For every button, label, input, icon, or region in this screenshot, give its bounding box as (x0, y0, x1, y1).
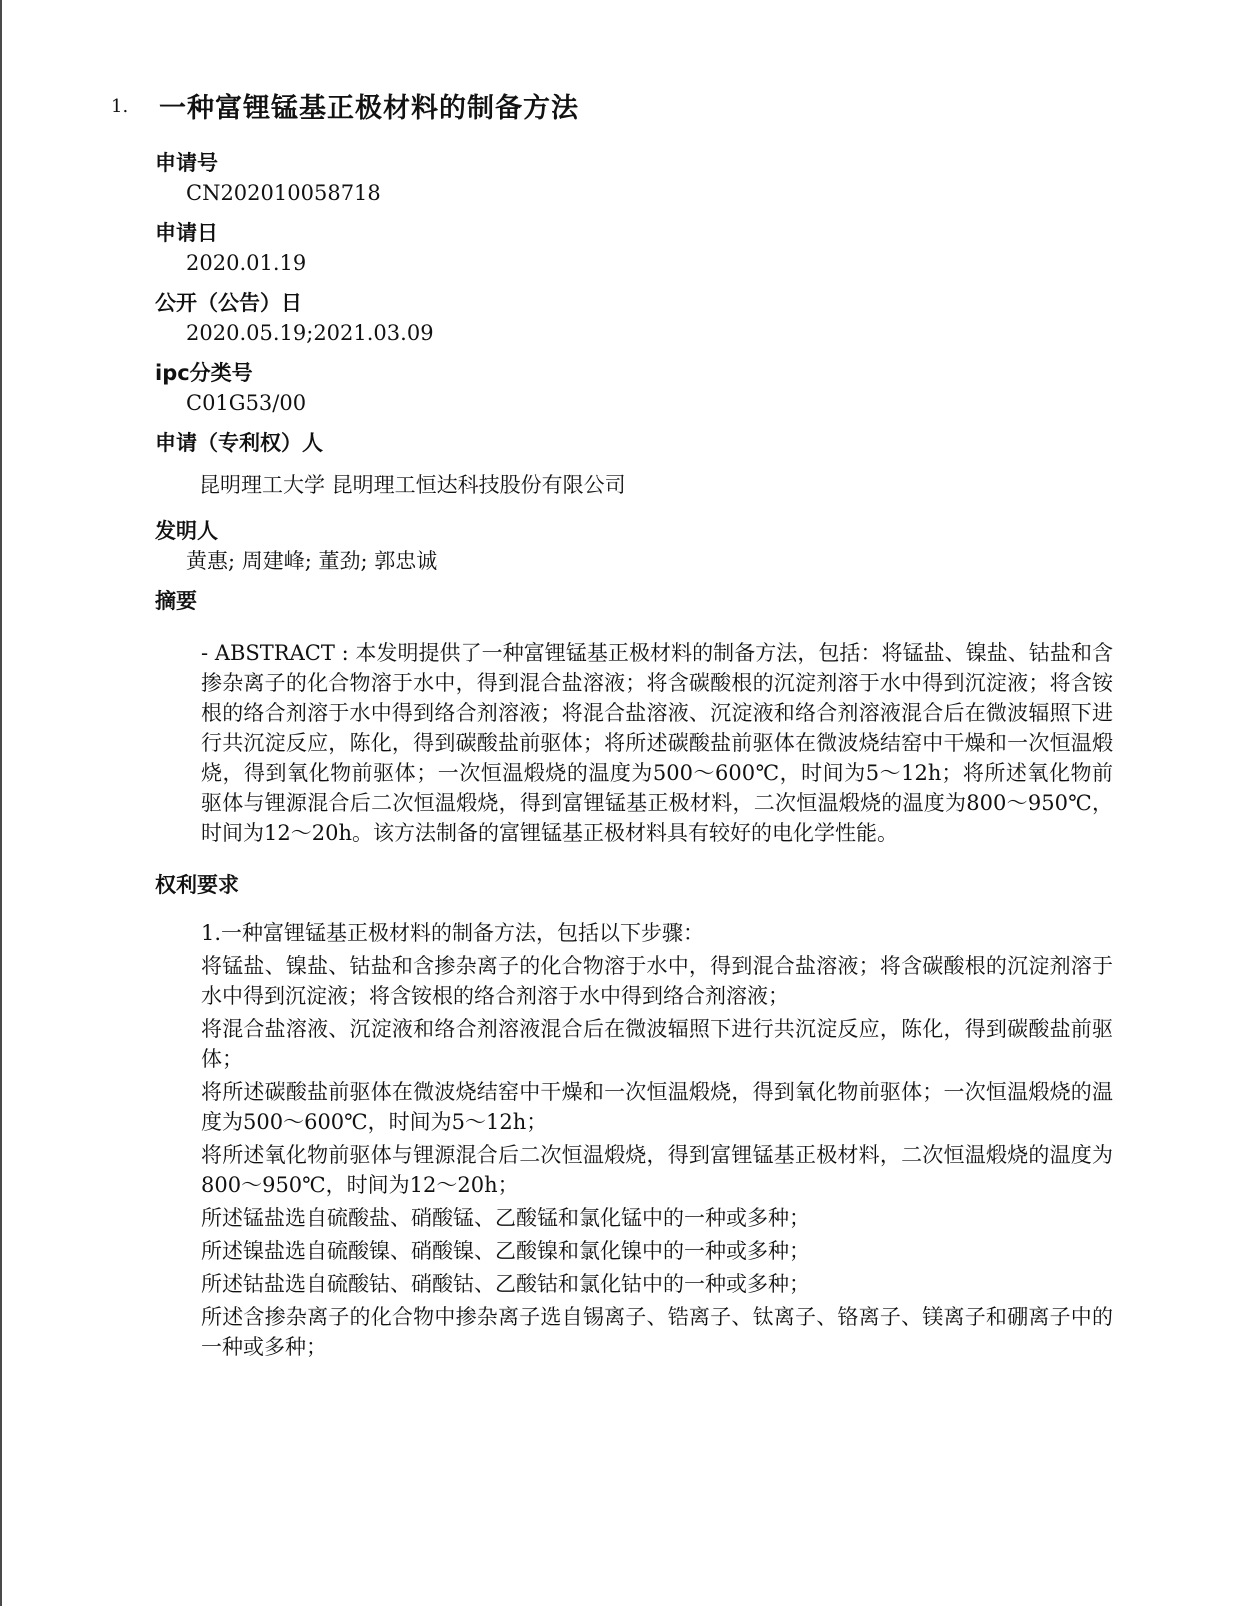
publication-date-section (155, 288, 1115, 348)
publication-date-value: 2020.05.19;2021.03.09 (186, 321, 434, 345)
document-number: 1. (111, 96, 129, 117)
claim-line: 所述镍盐选自硫酸镍、硝酸镍、乙酸镍和氯化镍中的一种或多种； (201, 1239, 810, 1263)
abstract-section (155, 586, 1115, 848)
inventors-value: 黄惠; 周建峰; 董劲; 郭忠诚 (186, 549, 438, 573)
claim-line: 所述钴盐选自硫酸钴、硝酸钴、乙酸钴和氯化钴中的一种或多种； (201, 1272, 810, 1296)
claim-line: 将锰盐、镍盐、钴盐和含掺杂离子的化合物溶于水中，得到混合盐溶液；将含碳酸根的沉淀剂溶于水中得到沉淀液；将含铵根的络合剂溶于水中得到络合剂溶液； (201, 954, 1113, 1008)
applicant-value: 昆明理工大学 昆明理工恒达科技股份有限公司 (199, 473, 626, 497)
application-number-label: 申请号 (155, 151, 218, 175)
claims-section (155, 870, 1115, 1362)
publication-date-label: 公开（公告）日 (155, 291, 302, 315)
applicant-section (155, 428, 1115, 500)
application-date-section (155, 218, 1115, 278)
claim-line: 所述含掺杂离子的化合物中掺杂离子选自锡离子、锆离子、钛离子、铬离子、镁离子和硼离子中的一种或多种； (201, 1305, 1113, 1359)
claims-label: 权利要求 (155, 873, 239, 897)
document-title: 一种富锂锰基正极材料的制备方法 (159, 93, 579, 124)
applicant-label: 申请（专利权）人 (155, 431, 323, 455)
ipc-label: ipc分类号 (155, 361, 253, 385)
inventors-label: 发明人 (155, 519, 218, 543)
abstract-label: 摘要 (155, 589, 197, 613)
abstract-text: - ABSTRACT : 本发明提供了一种富锂锰基正极材料的制备方法，包括：将锰盐、镍盐、钴盐和含掺杂离子的化合物溶于水中，得到混合盐溶液；将含碳酸根的沉淀剂溶于水中得到沉淀液；将含铵根的络合剂溶于水中得到络合剂溶液；将混合盐溶液、沉淀液和络合剂溶液混合后在微波辐照下进行共沉淀反应，陈化，得到碳酸盐前驱体；将所述碳酸盐前驱体在微波烧结窑中干燥和一次恒温煅烧，得到氧化物前驱体；一次恒温煅烧的温度为500～600℃，时间为5～12h；将所述氧化物前驱体与锂源混合后二次恒温煅烧，得到富锂锰基正极材料，二次恒温煅烧的温度为800～950℃，时间为12～20h。该方法制备的富锂锰基正极材料具有较好的电化学性能。 (201, 641, 1113, 845)
inventors-section (155, 516, 1115, 576)
claim-line: 所述锰盐选自硫酸盐、硝酸锰、乙酸锰和氯化锰中的一种或多种； (201, 1206, 810, 1230)
claim-line: 1.一种富锂锰基正极材料的制备方法，包括以下步骤： (201, 921, 705, 945)
application-date-value: 2020.01.19 (186, 251, 307, 275)
claim-line: 将所述碳酸盐前驱体在微波烧结窑中干燥和一次恒温煅烧，得到氧化物前驱体；一次恒温煅烧的温度为500～600℃，时间为5～12h； (201, 1080, 1113, 1134)
application-number-value: CN202010058718 (186, 181, 381, 205)
patent-record (155, 148, 1115, 1365)
application-date-label: 申请日 (155, 221, 218, 245)
ipc-section (155, 358, 1115, 418)
claim-line: 将混合盐溶液、沉淀液和络合剂溶液混合后在微波辐照下进行共沉淀反应，陈化，得到碳酸盐前驱体； (201, 1017, 1113, 1071)
claim-line: 将所述氧化物前驱体与锂源混合后二次恒温煅烧，得到富锂锰基正极材料，二次恒温煅烧的温度为800～950℃，时间为12～20h； (201, 1143, 1113, 1197)
ipc-value: C01G53/00 (186, 391, 307, 415)
application-number-section (155, 148, 1115, 208)
claims-list (201, 918, 1113, 1362)
